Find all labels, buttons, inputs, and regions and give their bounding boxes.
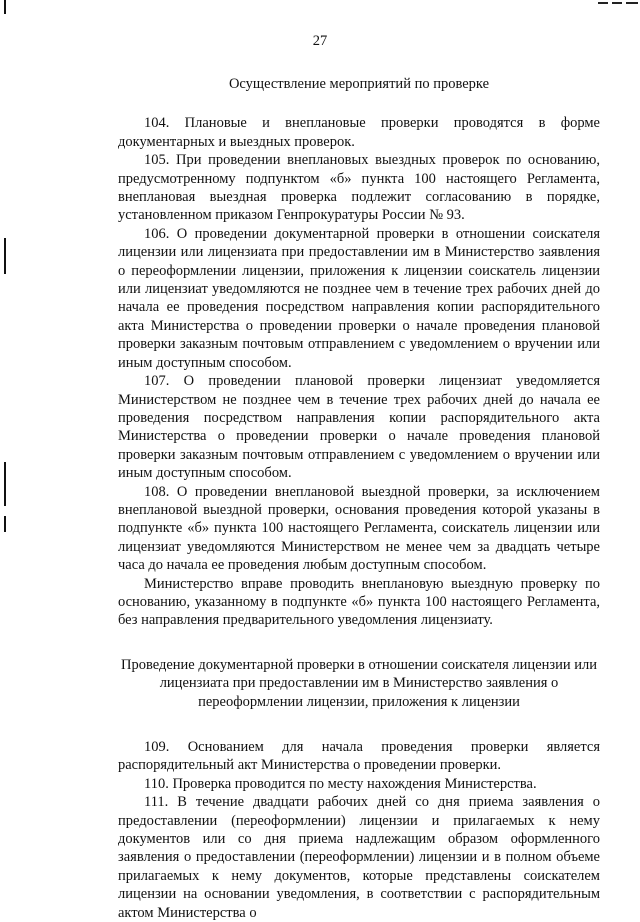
paragraph-104: 104. Плановые и внеплановые проверки проводятся в форме документарных и выездных проверок. <box>118 115 600 150</box>
scan-mark-top-left <box>4 0 6 14</box>
document-body <box>118 75 600 922</box>
paragraph-108-continued: Министерство вправе проводить внеплановую выездную проверку по основанию, указанному в подпункте «б» пункта 100 настоящего Регламента, без направления предварительного уведомления лицензиату. <box>118 575 600 629</box>
paragraph-110: 110. Проверка проводится по месту нахождения Министерства. <box>144 775 537 792</box>
section-heading-documentary-inspection: Проведение документарной проверки в отношении соискателя лицензии или лицензиата при предоставлении им в Министерство заявления о переоформлении лицензии, приложения к лицензии <box>120 656 598 710</box>
paragraph-107: 107. О проведении плановой проверки лицензиат уведомляется Министерством не позднее чем в течение трех рабочих дней до начала ее проведения посредством направления копии распорядительного акта Министерства о проведении проверки о начале проведения плановой проверки заказным почтовым отправлением с уведомлением о вручении или иным доступным способом. <box>118 373 600 482</box>
paragraph-109: 109. Основанием для начала проведения проверки является распорядительный акт Министерства о проведении проверки. <box>118 739 600 774</box>
paragraph-105: 105. При проведении внеплановых выездных проверок по основанию, предусмотренному подпунктом «б» пункта 100 настоящего Регламента, внеплановая выездная проверка подлежит согласованию в порядке, установленном приказом Генпрокуратуры России № 93. <box>118 152 600 224</box>
paragraph-106: 106. О проведении документарной проверки в отношении соискателя лицензии или лицензиата при предоставлении им в Министерство заявления о переоформлении лицензии, приложения к лицензии соискатель лицензии или лицензиат уведомляются не позднее чем в течение трех рабочих дней до начала ее проведения посредством направления копии распорядительного акта Министерства о проведении проверки о начале проведения плановой проверки заказным почтовым отправлением с уведомлением о вручении или иным доступным способом. <box>118 225 600 371</box>
scan-dash-3 <box>626 2 638 4</box>
scan-mark-left-3 <box>4 516 6 532</box>
scan-dash-1 <box>598 2 608 4</box>
scan-mark-left-2 <box>4 462 6 506</box>
page-number: 27 <box>312 33 328 49</box>
scan-dash-2 <box>612 2 622 4</box>
paragraph-108: 108. О проведении внеплановой выездной проверки, за исключением внеплановой выездной проверки, основания проведения которой указаны в подпункте «б» пункта 100 настоящего Регламента, соискатель лицензии или лицензиат уведомляются Министерством не менее чем за двадцать четыре часа до начала ее проведения любым доступным способом. <box>118 483 600 574</box>
section-heading-inspection-measures: Осуществление мероприятий по проверке <box>228 76 490 92</box>
paragraph-111: 111. В течение двадцати рабочих дней со дня приема заявления о предоставлении (переоформлении) лицензии и прилагаемых к нему документов или со дня приема надлежащим образом оформленного заявления о предоставлении (переоформлении) лицензии и в полном объеме прилагаемых к нему документов, которые представлены соискателем лицензии на основании уведомления, в соответствии с распорядительным актом Министерства о <box>118 794 600 921</box>
scan-mark-left-1 <box>4 238 6 274</box>
